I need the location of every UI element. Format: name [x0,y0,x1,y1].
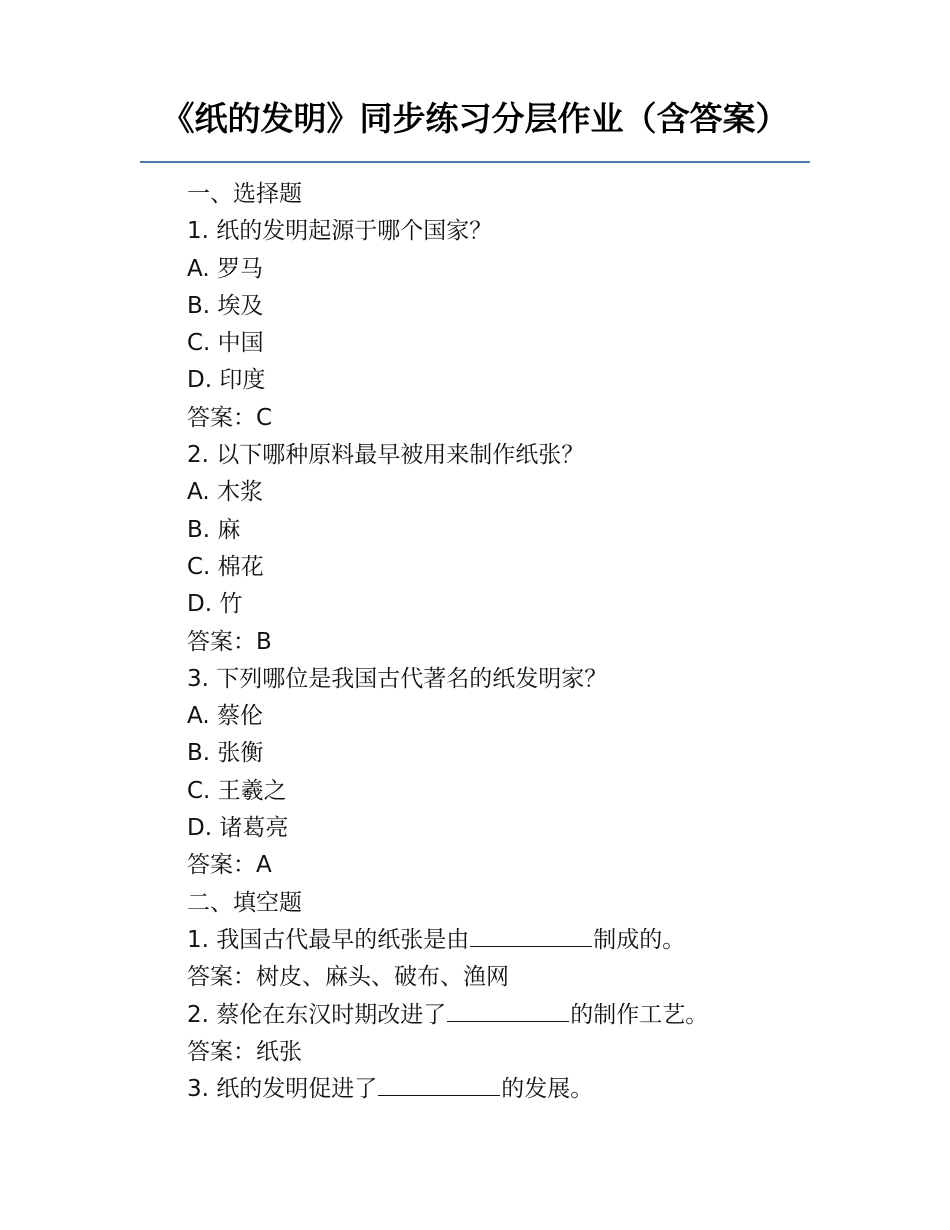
section-heading-choice: 一、选择题 [187,181,302,207]
option-b: B. 麻 [187,516,241,543]
question-text: 1. 纸的发明起源于哪个国家？ [187,218,493,245]
document-title: 《纸的发明》同步练习分层作业（含答案） [161,99,789,138]
fill-question-1 [187,922,807,997]
document-body [187,176,807,1108]
question-text-before: 1. 我国古代最早的纸张是由 [187,926,470,953]
option-c: C. 中国 [187,330,264,357]
section-heading-fill: 二、填空题 [187,889,302,916]
fill-question-3 [187,1071,807,1108]
question-text: 3. 下列哪位是我国古代著名的纸发明家？ [187,665,608,692]
answer-blank [378,1073,500,1096]
option-c: C. 棉花 [187,553,264,580]
option-a: A. 蔡伦 [187,703,263,730]
question-text-before: 3. 纸的发明促进了 [187,1076,378,1103]
option-d: D. 诸葛亮 [187,815,289,842]
option-b: B. 埃及 [187,292,264,319]
answer-text: 答案：纸张 [187,1038,302,1065]
answer-text: 答案：C [187,404,273,431]
option-d: D. 印度 [187,367,266,394]
option-b: B. 张衡 [187,740,264,767]
question-text-before: 2. 蔡伦在东汉时期改进了 [187,1001,447,1028]
question-text: 2. 以下哪种原料最早被用来制作纸张？ [187,442,585,469]
question-text-after: 的发展。 [501,1076,594,1103]
choice-question-2 [187,437,807,661]
choice-question-1 [187,213,807,437]
question-text-after: 的制作工艺。 [570,1001,709,1028]
fill-question-2 [187,997,807,1072]
answer-blank [470,924,592,947]
question-text [187,1071,807,1108]
answer-text: 答案：A [187,852,272,879]
question-text [187,922,807,959]
question-text-after: 制成的。 [593,926,686,953]
option-a: A. 木浆 [187,479,263,506]
option-c: C. 王羲之 [187,777,287,804]
option-a: A. 罗马 [187,255,263,282]
choice-question-3 [187,661,807,885]
question-text [187,997,807,1034]
option-d: D. 竹 [187,591,243,618]
answer-text: 答案：树皮、麻头、破布、渔网 [187,964,509,991]
answer-blank [447,999,569,1022]
answer-text: 答案：B [187,628,272,655]
title-underline [140,161,810,163]
